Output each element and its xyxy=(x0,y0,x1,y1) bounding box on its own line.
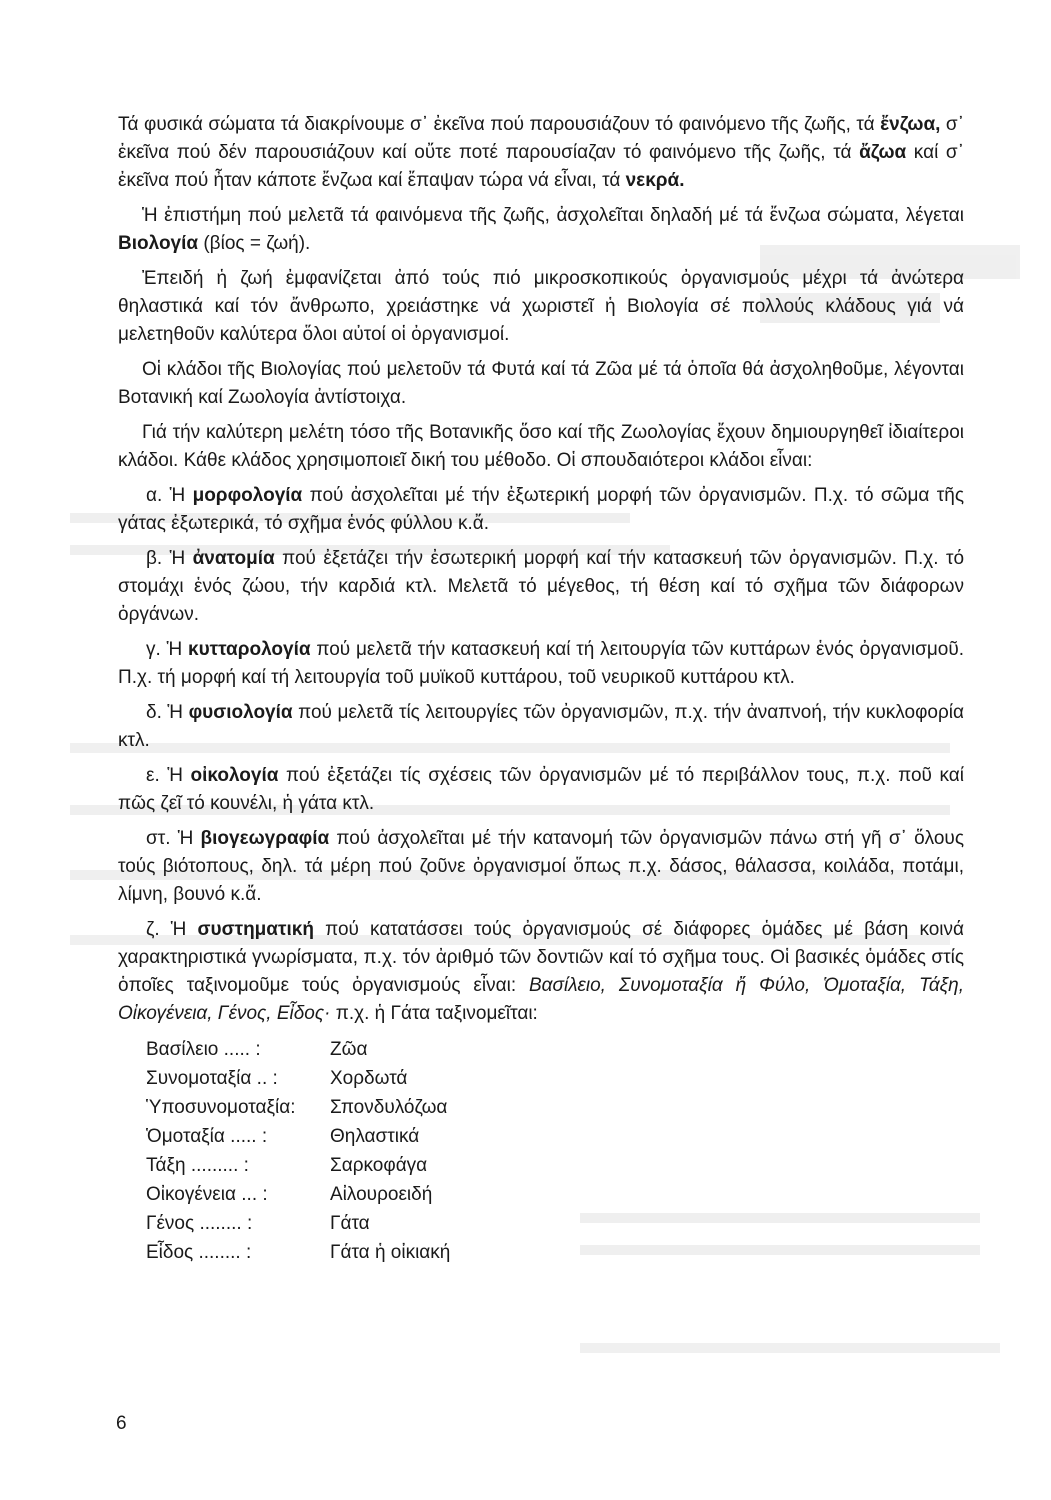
branch-description: πού κατατάσσει τούς ὀργανισμούς σέ διάφορες ὁμάδες μέ βάση κοινά χαρακτηριστικά γνωρίσματα, π.χ. τόν ἀριθμό τῶν δοντιῶν καί τό σχῆμα τους. Οἱ βασικές ὁμάδες στίς ὁποῖες ταξινομοῦμε τούς ὀργανισμούς εἶναι: xyxy=(118,919,965,996)
body-text xyxy=(118,111,964,1267)
branch-prefix: α. Ἡ xyxy=(146,485,193,506)
taxonomy-rank: Ὁμοταξία ..... : xyxy=(146,1125,268,1147)
taxonomy-row xyxy=(146,1238,450,1267)
branch-description: πού μελετᾶ τήν κατασκευή καί τή λειτουργία τῶν κυττάρων ἑνός ὀργανισμοῦ. Π.χ. τή μορφή καί τή λειτουργία τοῦ μυϊκοῦ κυττάρου, τοῦ νευρικοῦ κυττάρου κτλ. xyxy=(118,639,964,688)
branch-item xyxy=(118,825,964,909)
paragraph-special-branches: Γιά τήν καλύτερη μελέτη τόσο τῆς Βοτανικῆς ὅσο καί τῆς Ζωολογίας ἔχουν δημιουργηθεῖ ἰδιαίτεροι κλάδοι. Κάθε κλάδος χρησιμοποιεῖ δική του μέθοδο. Οἱ σπουδαιότεροι κλάδοι εἶναι: xyxy=(118,422,964,471)
taxonomy-value: Γάτα ἡ οἰκιακή xyxy=(330,1241,451,1263)
branch-description: πού ἐξετάζει τίς σχέσεις τῶν ὀργανισμῶν μέ τό περιβάλλον τους, π.χ. ποῦ καί πῶς ζεῖ τό κουνέλι, ἡ γάτα κτλ. xyxy=(118,765,965,814)
branch-item xyxy=(118,699,964,755)
branch-term: οἰκολογία xyxy=(190,765,279,786)
bold-term: ἄζωα xyxy=(859,142,907,163)
paragraph-intro xyxy=(118,111,964,195)
taxonomy-value: Θηλαστικά xyxy=(330,1125,420,1147)
branch-item xyxy=(118,545,964,629)
paragraph-text: Ἡ ἐπιστήμη πού μελετᾶ τά φαινόμενα τῆς ζωῆς, ἀσχολεῖται δηλαδή μέ τά ἔνζωα σώματα, λέγεται xyxy=(142,205,964,226)
taxonomy-rank: Γένος ........ : xyxy=(146,1212,253,1234)
branch-description-tail: π.χ. ἡ Γάτα ταξινομεῖται: xyxy=(330,1003,538,1024)
taxonomy-rank: Ὑποσυνομοταξία: xyxy=(146,1096,296,1118)
taxonomy-row xyxy=(146,1209,450,1238)
branch-item-systematics xyxy=(118,916,964,1028)
taxonomy-table xyxy=(146,1035,450,1267)
branch-description: πού μελετᾶ τίς λειτουργίες τῶν ὀργανισμῶν, π.χ. τήν ἀναπνοή, τήν κυκλοφορία κτλ. xyxy=(118,702,964,751)
taxonomy-value: Σπονδυλόζωα xyxy=(330,1096,448,1118)
bold-term: ἔνζωα, xyxy=(880,114,941,135)
paragraph-botany-zoology: Οἱ κλάδοι τῆς Βιολογίας πού μελετοῦν τά Φυτά καί τά Ζῶα μέ τά ὁποῖα θά ἀσχοληθοῦμε, λέγονται Βοτανική καί Ζωολογία ἀντίστοιχα. xyxy=(118,359,964,408)
paragraph-text: (βίος = ζωή). xyxy=(198,233,311,254)
branch-description: πού ἐξετάζει τήν ἐσωτερική μορφή καί τήν κατασκευή τῶν ὀργανισμῶν. Π.χ. τό στομάχι ἑνός ζώου, τήν καρδιά κτλ. Μελετᾶ τό μέγεθος, τή θέση καί τό σχῆμα τῶν διάφορων ὀργάνων. xyxy=(118,548,965,625)
branch-term: βιογεωγραφία xyxy=(200,828,330,849)
paragraph-biology-definition xyxy=(118,202,964,258)
paragraph-text: Τά φυσικά σώματα τά διακρίνουμε σ᾽ ἐκεῖνα πού παρουσιάζουν τό φαινόμενο τῆς ζωῆς, τά xyxy=(118,114,881,135)
taxonomy-row xyxy=(146,1064,450,1093)
branch-item xyxy=(118,762,964,818)
branch-prefix: δ. Ἡ xyxy=(146,702,189,723)
branch-description: πού ἀσχολεῖται μέ τήν κατανομή τῶν ὀργανισμῶν πάνω στή γῆ σ᾽ ὅλους τούς βιότοπους, δηλ. τά μέρη πού ζοῦνε ὀργανισμοί ὅπως π.χ. δάσος, θάλασσα, κοιλάδα, ποτάμι, λίμνη, βουνό κ.ἄ. xyxy=(118,828,964,905)
branch-prefix: στ. Ἡ xyxy=(146,828,201,849)
branch-prefix: γ. Ἡ xyxy=(146,639,188,660)
branch-prefix: ζ. Ἡ xyxy=(146,919,198,940)
taxonomy-rank: Βασίλειο ..... : xyxy=(146,1038,261,1060)
branch-item xyxy=(118,636,964,692)
taxonomic-groups: Βασίλειο, Συνομοταξία ἤ Φύλο, Ὁμοταξία, Τάξη, Οἰκογένεια, Γένος, Εἶδος· xyxy=(118,975,964,1024)
taxonomy-rank: Τάξη ......... : xyxy=(146,1154,249,1176)
branch-prefix: β. Ἡ xyxy=(146,548,193,569)
taxonomy-value: Γάτα xyxy=(330,1212,370,1234)
branch-term: ἀνατομία xyxy=(192,548,275,569)
branch-item xyxy=(118,482,964,538)
taxonomy-row xyxy=(146,1122,450,1151)
taxonomy-row xyxy=(146,1035,450,1064)
taxonomy-value: Ζῶα xyxy=(330,1038,368,1060)
taxonomy-row xyxy=(146,1151,450,1180)
bold-term: Βιολογία xyxy=(118,233,199,254)
branch-description: πού ἀσχολεῖται μέ τήν ἐξωτερική μορφή τῶν ὀργανισμῶν. Π.χ. τό σῶμα τῆς γάτας ἐξωτερικά, τό σχῆμα ἑνός φύλλου κ.ἄ. xyxy=(118,485,964,534)
paragraph-branches-reason: Ἐπειδή ἡ ζωή ἐμφανίζεται ἀπό τούς πιό μικροσκοπικούς ὀργανισμούς μέχρι τά ἀνώτερα θηλαστικά καί τόν ἄνθρωπο, χρειάστηκε νά χωριστεῖ ἡ Βιολογία σέ πολλούς κλάδους γιά νά μελετηθοῦν καλύτερα ὅλοι αὐτοί οἱ ὀργανισμοί. xyxy=(118,268,964,345)
taxonomy-value: Χορδωτά xyxy=(330,1067,408,1089)
branch-term: μορφολογία xyxy=(192,485,303,506)
taxonomy-value: Σαρκοφάγα xyxy=(330,1154,428,1176)
taxonomy-rank: Εἶδος ........ : xyxy=(146,1241,252,1263)
bold-term: νεκρά. xyxy=(625,170,685,191)
branch-prefix: ε. Ἡ xyxy=(146,765,191,786)
branch-term: φυσιολογία xyxy=(188,702,293,723)
taxonomy-rank: Οἰκογένεια ... : xyxy=(146,1183,268,1205)
taxonomy-row xyxy=(146,1093,450,1122)
branch-term: κυτταρολογία xyxy=(187,639,311,660)
taxonomy-rank: Συνομοταξία .. : xyxy=(146,1067,278,1089)
paragraph-text: καί σ᾽ ἐκεῖνα πού ἦταν κάποτε ἔνζωα καί ἔπαψαν τώρα νά εἶναι, τά xyxy=(118,142,964,191)
page-number: 6 xyxy=(116,1413,127,1434)
taxonomy-row xyxy=(146,1180,450,1209)
show-through-line xyxy=(580,1343,1000,1353)
paragraph-text: σ᾽ ἐκεῖνα πού δέν παρουσιάζουν καί οὔτε ποτέ παρουσίαζαν τό φαινόμενο τῆς ζωῆς, τά xyxy=(118,114,964,163)
taxonomy-value: Αἰλουροειδή xyxy=(330,1183,433,1205)
branch-term: συστηματική xyxy=(197,919,314,940)
